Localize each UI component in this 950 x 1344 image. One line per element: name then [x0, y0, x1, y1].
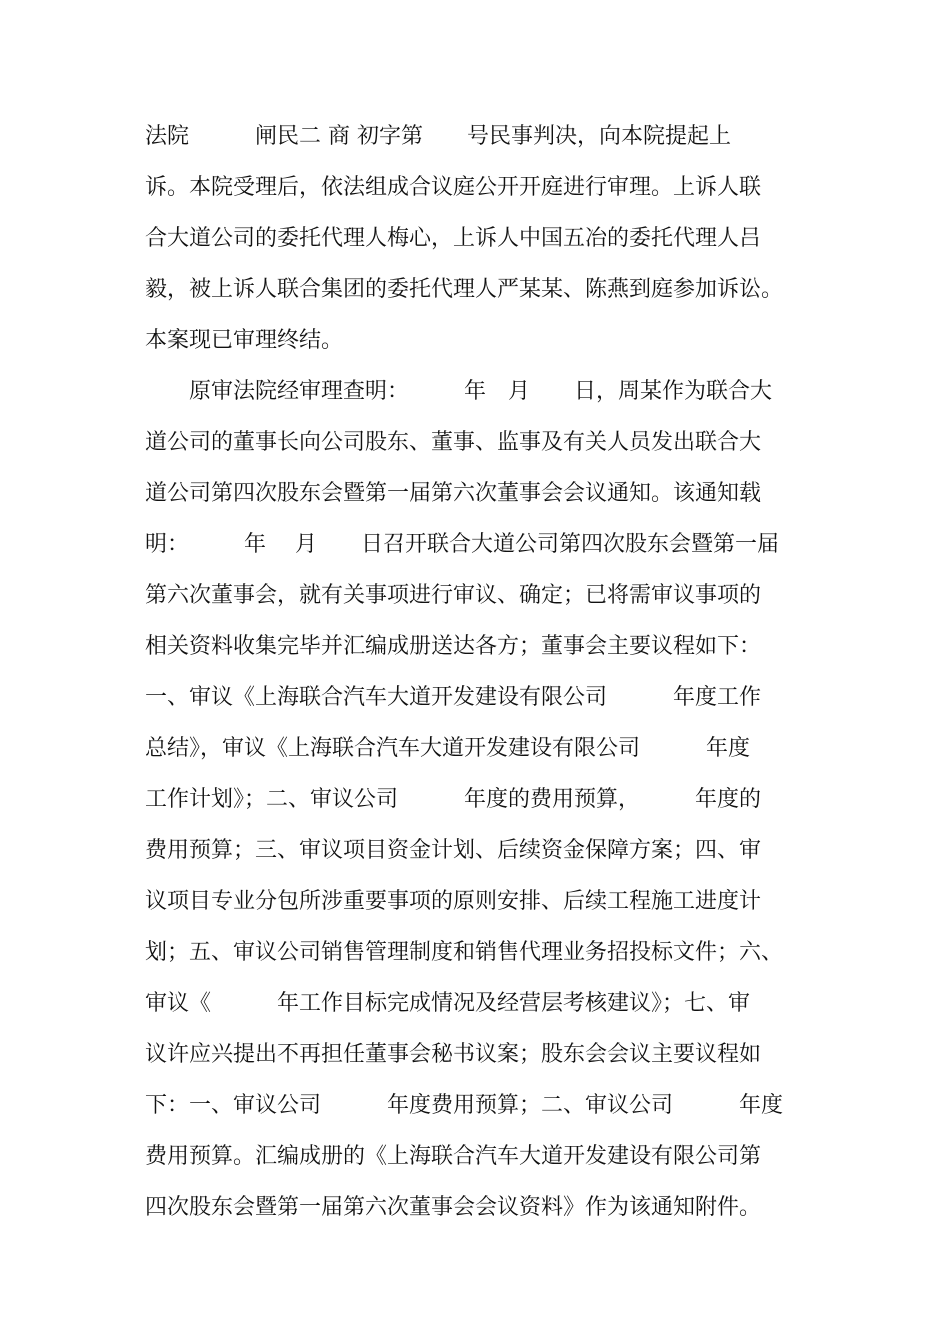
text-line: 下：一、审议公司 年度费用预算；二、审议公司 年度	[145, 1093, 784, 1118]
text-line: 合大道公司的委托代理人梅心，上诉人中国五冶的委托代理人吕	[145, 226, 762, 251]
text-line: 法院 闸民二 商 初字第 号民事判决，向本院提起上	[145, 124, 731, 149]
text-line: 道公司第四次股东会暨第一届第六次董事会会议通知。该通知载	[145, 481, 762, 506]
text-line: 四次股东会暨第一届第六次董事会会议资料》作为该通知附件。	[145, 1195, 762, 1220]
text-line: 审议《 年工作目标完成情况及经营层考核建议》；七、审	[145, 991, 751, 1016]
text-line: 相关资料收集完毕并汇编成册送达各方；董事会主要议程如下：	[145, 634, 762, 659]
text-line: 原审法院经审理查明： 年 月 日，周某作为联合大	[145, 379, 773, 404]
text-line: 诉。本院受理后，依法组成合议庭公开开庭进行审理。上诉人联	[145, 175, 762, 200]
text-line: 议项目专业分包所涉重要事项的原则安排、后续工程施工进度计	[145, 889, 762, 914]
text-line: 本案现已审理终结。	[145, 328, 344, 353]
text-line: 一、审议《上海联合汽车大道开发建设有限公司 年度工作	[145, 685, 762, 710]
text-line: 毅，被上诉人联合集团的委托代理人严某某、陈燕到庭参加诉讼。	[145, 277, 784, 302]
text-line: 费用预算；三、审议项目资金计划、后续资金保障方案；四、审	[145, 838, 762, 863]
text-line: 明： 年 月 日召开联合大道公司第四次股东会暨第一届	[145, 532, 779, 557]
text-line: 划；五、审议公司销售管理制度和销售代理业务招投标文件；六、	[145, 940, 784, 965]
text-line: 费用预算。汇编成册的《上海联合汽车大道开发建设有限公司第	[145, 1144, 762, 1169]
text-line: 第六次董事会，就有关事项进行审议、确定；已将需审议事项的	[145, 583, 762, 608]
text-line: 工作计划》；二、审议公司 年度的费用预算， 年度的	[145, 787, 762, 812]
text-line: 总结》，审议《上海联合汽车大道开发建设有限公司 年度	[145, 736, 751, 761]
text-line: 道公司的董事长向公司股东、董事、监事及有关人员发出联合大	[145, 430, 762, 455]
text-line: 议许应兴提出不再担任董事会秘书议案；股东会会议主要议程如	[145, 1042, 762, 1067]
